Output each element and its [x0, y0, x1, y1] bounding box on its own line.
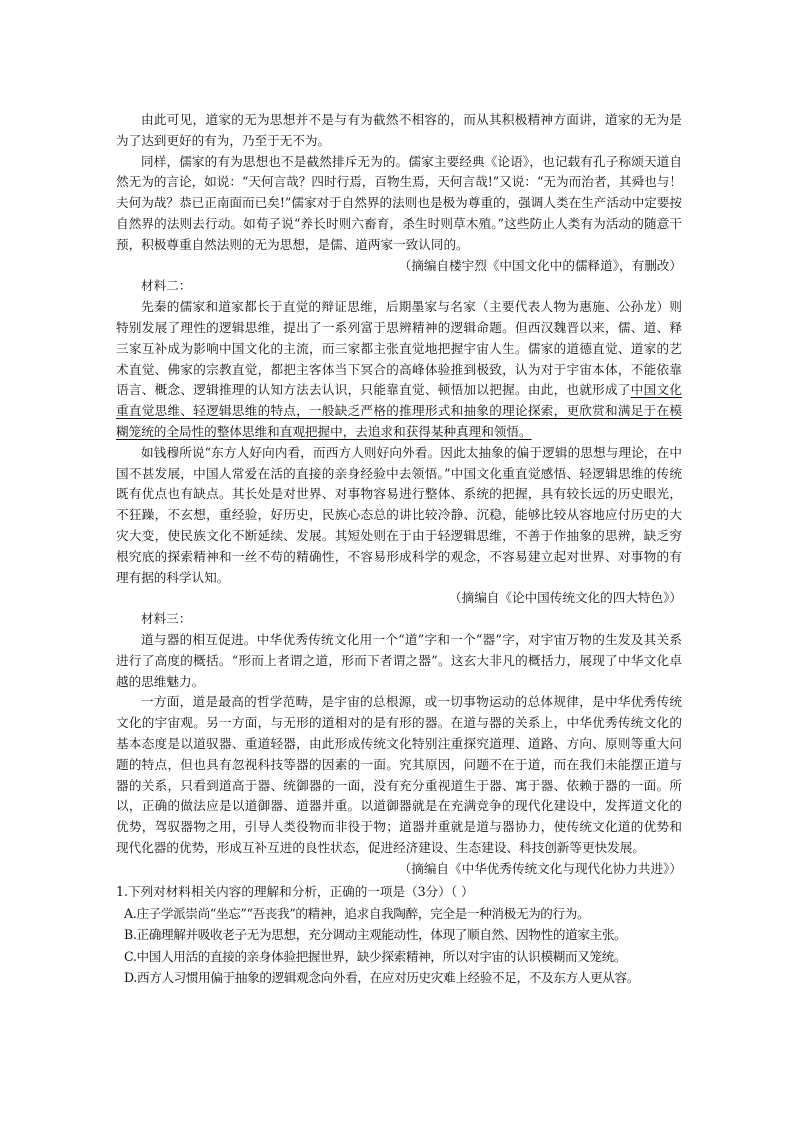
material3-source: （摘编自《中华优秀传统文化与现代化协力共进》）: [398, 860, 682, 876]
material2-paragraph-2: 如钱穆所说“东方人好向内看，而西方人则好向外看。因此太抽象的偏于逻辑的思想与理论，在中国不甚发展，中国人常爱在活的直接的亲身经验中去领悟。”中国文化重直觉感悟、轻逻辑思维的传统既有优点也有缺点。其长处是对世界、对事物容易进行整体、系统的把握，具有较长远的历史眼光，不狂躁，不玄想，重经验，好历史，民族心态总的讲比较冷静、沉稳，能够比较从容地应付历史的大灾大变，使民族文化不断延续、发展。其短处则在于由于轻逻辑思维，不善于作抽象的思辨，缺乏穷根究底的探索精神和一丝不苟的精确性，不容易形成科学的观念，不容易建立起对世界、对事物的有理有据的科学认知。: [116, 444, 682, 585]
question-1-option-d: D.西方人习惯用偏于抽象的逻辑观念向外看，在应对历史灾难上经验不足，不及东方人更从容。: [124, 970, 639, 986]
question-1: [116, 881, 682, 989]
material2-underlined-sentence: 中国文化重直觉思维、轻逻辑思维的特点，一般缺乏严格的推理形式和抽象的理论探索，更欣赏和满足于在模糊笼统的全局性的整体思维和直观把握中，去追求和获得某种真理和领悟。: [116, 382, 683, 439]
material2-paragraph-1: [116, 297, 682, 443]
material1-source: （摘编自楼宇烈《中国文化中的儒释道》，有删改）: [398, 257, 682, 273]
material2-label: 材料二：: [141, 278, 192, 294]
material2-paragraph-1-text: 先秦的儒家和道家都长于直觉的辩证思维，后期墨家与名家（主要代表人物为惠施、公孙龙）则特别发展了理性的逻辑思维，提出了一系列富于思辨精神的逻辑命题。但西汉魏晋以来，儒、道、释三家互补成为影响中国文化的主流，而三家都主张直觉地把握宇宙人生。儒家的道德直觉、道家的艺术直觉、佛家的宗教直觉，都把主客体当下冥合的高峰体验推到极致，认为对于宇宙本体，不能依靠语言、概念、逻辑推理的认知方法去认识，只能靠直觉、顿悟加以把握。由此，也就形成了: [116, 299, 682, 398]
material1-paragraph-2: 同样，儒家的有为思想也不是截然排斥无为的。儒家主要经典《论语》，也记载有孔子称颂天道自然无为的言论，如说：“天何言哉？四时行焉，百物生焉，天何言哉!”又说：“无为而治者，其舜也与！夫何为哉？恭已正南面而已矣!”儒家对于自然界的法则也是极为尊重的，强调人类在生产活动中定要按自然界的法则去行动。如荀子说“养长时则六畜育，杀生时则草木殖。”这些防止人类有为活动的随意干预，积极尊重自然法则的无为思想，是儒、道两家一致认同的。: [116, 153, 682, 252]
material2-source: （摘编自《论中国传统文化的四大特色》）: [449, 590, 682, 606]
material3-paragraph-1: 道与器的相互促进。中华优秀传统文化用一个“道”字和一个“器”字，对宇宙万物的生发及其关系进行了高度的概括。“形而上者谓之道，形而下者谓之器”。这玄大非凡的概括力，展现了中华文化卓越的思维魅力。: [116, 631, 682, 689]
material1-paragraph-1: 由此可见，道家的无为思想并不是与有为截然不相容的，而从其积极精神方面讲，道家的无为是为了达到更好的有为，乃至于无不为。: [116, 112, 682, 148]
document-page: [116, 110, 682, 989]
question-1-option-b: B.正确理解并吸收老子无为思想，充分调动主观能动性，体现了顺自然、因物性的道家主张。: [124, 927, 627, 943]
question-1-option-a: A.庄子学派崇尚“坐忘”“吾丧我”的精神，追求自我陶醉，完全是一种消极无为的行为。: [124, 905, 590, 921]
question-1-option-c: C.中国人用活的直接的亲身体验把握世界，缺少探索精神，所以对宇宙的认识模糊而又笼统。: [124, 948, 627, 964]
material3-paragraph-2: 一方面，道是最高的哲学范畴，是宇宙的总根源，或一切事物运动的总体规律，是中华优秀传统文化的宇宙观。另一方面，与无形的道相对的是有形的器。在道与器的关系上，中华优秀传统文化的基本态度是以道驭器、重道轻器，由此形成传统文化特别注重探究道理、道路、方向、原则等重大问题的特点，但也具有忽视科技等器的因素的一面。究其原因，问题不在于道，而在我们未能摆正道与器的关系，只看到道高于器、统御器的一面，没有充分重视道生于器、寓于器、依赖于器的一面。所以，正确的做法应是以道御器、道器并重。以道御器就是在充满竞争的现代化建设中，发挥道文化的优势，驾驭器物之用，引导人类役物而非役于物；道器并重就是道与器协力，使传统文化道的优势和现代化器的优势，形成互补互进的良性状态，促进经济建设、生态建设、科技创新等更快发展。: [116, 694, 682, 855]
material3-label: 材料三：: [141, 611, 192, 627]
question-1-stem: 1.下列对材料相关内容的理解和分析，正确的一项是（3分）（ ）: [116, 884, 474, 900]
